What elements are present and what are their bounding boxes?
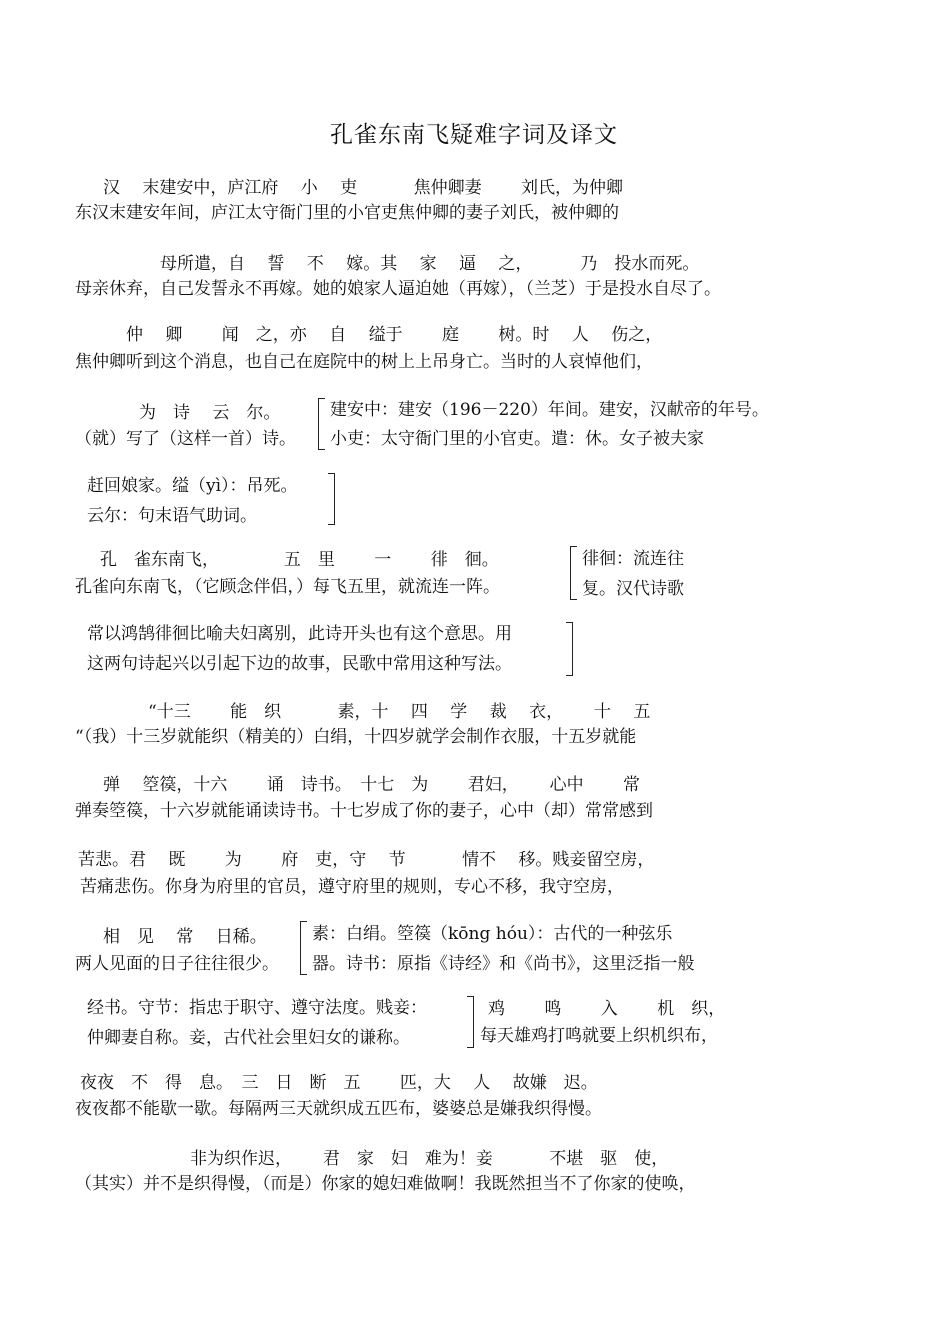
translation-line-8: 苦痛悲伤。你身为府里的官员，遵守府里的规则，专心不移，我守空房， [80,877,624,897]
verse-line-8: 苦悲。君 既 为 府 吏，守 节 情不 移。贱妾留空房， [78,850,655,870]
note-1-line-3: 赶回娘家。缢（yì）：吊死。 [87,476,298,496]
verse-line-4: 为 诗 云 尔。 [139,403,281,423]
note-2-line-3: 常以鸿鹄徘徊比喻夫妇离别，此诗开头也有这个意思。用 [87,624,512,644]
note-1-line-1: 建安中：建安（196－220）年间。建安，汉献帝的年号。 [330,400,769,420]
translation-line-5: 孔雀向东南飞，（它顾念伴侣，）每飞五里，就流连一阵。 [75,577,500,597]
note-bracket-left [300,921,307,975]
note-3-line-2: 器。诗书：原指《诗经》和《尚书》，这里泛指一般 [312,954,695,974]
note-1-line-4: 云尔：句末语气助词。 [87,506,257,526]
note-bracket-right [566,622,573,676]
note-3-line-4: 仲卿妻自称。妾，古代社会里妇女的谦称。 [87,1028,410,1048]
note-bracket-right [467,996,474,1048]
verse-line-7: 弹 箜篌，十六 诵 诗书。 十七 为 君妇， 心中 常 [103,775,641,795]
page-title: 孔雀东南飞疑难字词及译文 [330,122,618,148]
translation-line-2: 母亲休弃，自己发誓永不再嫁。她的娘家人逼迫她（再嫁），（兰芝）于是投水自尽了。 [75,279,721,299]
note-2-line-1: 徘徊：流连往 [582,549,684,569]
verse-line-3: 仲 卿 闻 之，亦 自 缢于 庭 树。时 人 伤之， [126,325,663,345]
verse-line-10: 鸡 鸣 入 机 织， [488,999,726,1019]
translation-line-4: （就）写了（这样一首）诗。 [75,429,296,449]
note-2-line-4: 这两句诗起兴以引起下边的故事，民歌中常用这种写法。 [87,654,512,674]
note-2-line-2: 复。汉代诗歌 [582,579,684,599]
note-bracket-left [570,546,577,600]
translation-line-9: 两人见面的日子往往很少。 [75,954,279,974]
translation-line-7: 弹奏箜篌，十六岁就能诵读诗书。十七岁成了你的妻子，心中（却）常常感到 [75,801,653,821]
translation-line-10: 每天雄鸡打鸣就要上织机织布， [480,1026,718,1046]
note-3-line-3: 经书。守节：指忠于职守、遵守法度。贱妾： [87,998,427,1018]
verse-line-5: 孔 雀东南飞， 五 里 一 徘 徊。 [100,550,499,570]
translation-line-11: 夜夜都不能歇一歇。每隔两三天就织成五匹布，婆婆总是嫌我织得慢。 [75,1099,602,1119]
verse-line-12: 非为织作迟， 君 家 妇 难为！妾 不堪 驱 使， [190,1149,669,1169]
verse-line-9: 相 见 常 日稀。 [103,927,267,947]
translation-line-3: 焦仲卿听到这个消息，也自己在庭院中的树上上吊身亡。当时的人哀悼他们， [75,352,653,372]
verse-line-2: 母所遣，自 誓 不 嫁。其 家 逼 之， 乃 投水而死。 [160,254,700,274]
verse-line-1: 汉 末建安中，庐江府 小 吏 焦仲卿妻 刘氏，为仲卿 [103,178,624,198]
note-3-line-1: 素：白绢。箜篌（kōng hóu）：古代的一种弦乐 [312,924,673,944]
note-1-line-2: 小吏：太守衙门里的小官吏。遣：休。女子被夫家 [330,429,704,449]
translation-line-6: “（我）十三岁就能织（精美的）白绢，十四岁就学会制作衣服，十五岁就能 [75,727,637,747]
verse-line-11: 夜夜 不 得 息。 三 日 断 五 匹，大 人 故嫌 迟。 [80,1073,598,1093]
translation-line-1: 东汉末建安年间，庐江太守衙门里的小官吏焦仲卿的妻子刘氏，被仲卿的 [75,203,619,223]
verse-line-6: “十三 能 织 素，十 四 学 裁 衣， 十 五 [148,702,651,722]
note-bracket-left [318,398,325,450]
translation-line-12: （其实）并不是织得慢，（而是）你家的媳妇难做啊！我既然担当不了你家的使唤， [75,1174,696,1194]
note-bracket-right [328,473,335,525]
